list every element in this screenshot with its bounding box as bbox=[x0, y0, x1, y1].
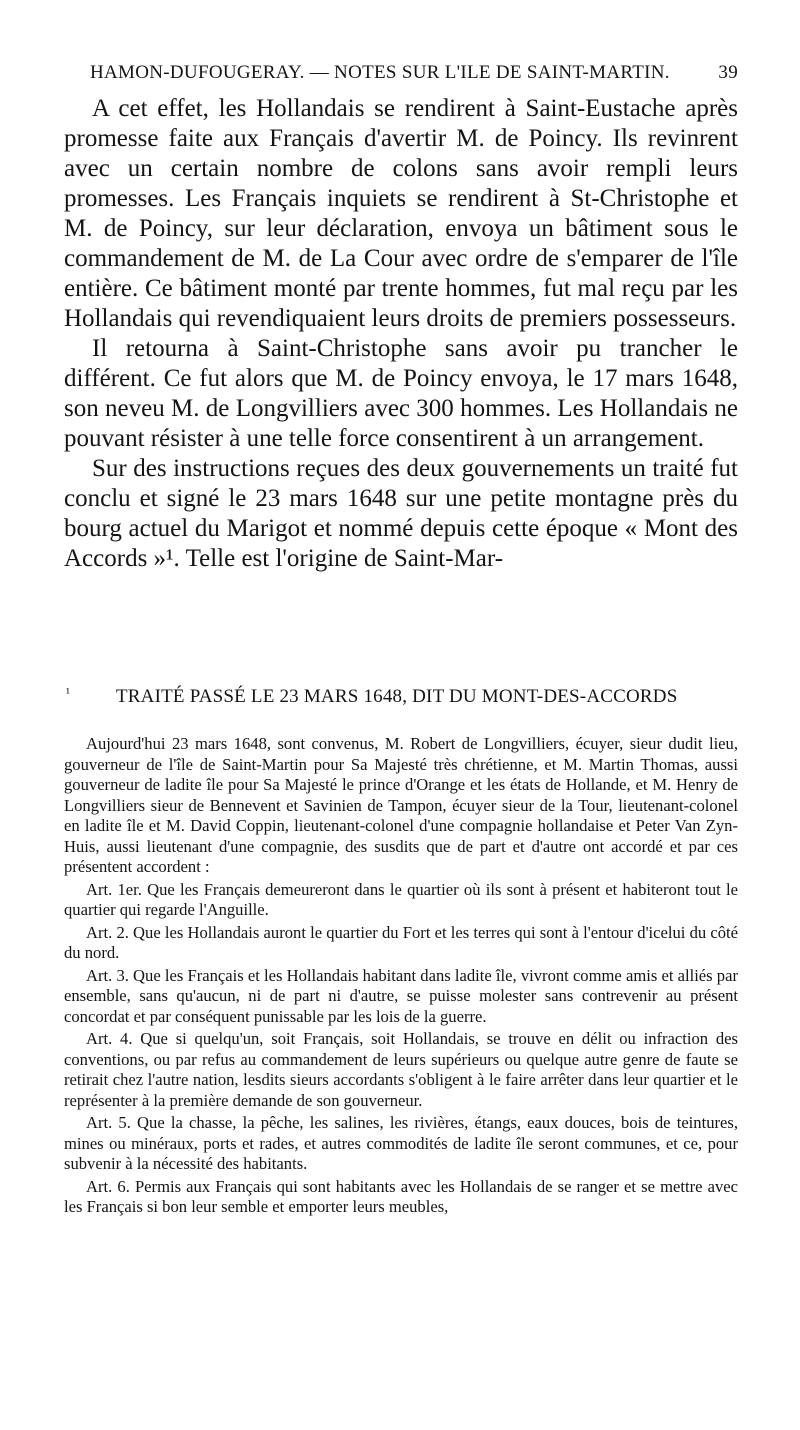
body-paragraph: Il retourna à Saint-Christophe sans avoir pu trancher le différent. Ce fut alors que M. de Poincy envoya, le 17 mars 1648, son neveu M. de Longvilliers avec 300 hommes. Les Hollandais ne pouvant résister à une telle force consentirent à un arrangement. bbox=[64, 335, 738, 452]
body-paragraph: Sur des instructions reçues des deux gouvernements un traité fut conclu et signé le 23 mars 1648 sur une petite montagne près du bourg actuel du Marigot et nommé depuis cette époque « Mont des Accords »¹. Telle est l'origine de Saint-Mar- bbox=[64, 455, 738, 572]
footnote-marker: ¹ bbox=[66, 685, 70, 700]
footnote-article: Art. 6. Permis aux Français qui sont habitants avec les Hollandais de se ranger et se mettre avec les Français si bon leur semble et emporter leurs meubles, bbox=[64, 1176, 738, 1216]
footnote-article: Art. 1er. Que les Français demeureront dans le quartier où ils sont à présent et habiteront tout le quartier qui regarde l'Anguille. bbox=[64, 879, 738, 919]
body-paragraph: A cet effet, les Hollandais se rendirent à Saint-Eustache après promesse faite aux Français d'avertir M. de Poincy. Ils revinrent avec un certain nombre de colons sans avoir rempli leurs promesses. Les Français inquiets se rendirent à St-Christophe et M. de Poincy, sur leur déclaration, envoya un bâtiment sous le commandement de M. de La Cour avec ordre de s'emparer de l'île entière. Ce bâtiment monté par trente hommes, fut mal reçu par les Hollandais qui revendiquaient leurs droits de premiers possesseurs. bbox=[64, 95, 738, 332]
footnote-heading-text: TRAITÉ PASSÉ LE 23 MARS 1648, DIT DU MONT-DES-ACCORDS bbox=[116, 686, 678, 707]
footnote-article: Art. 5. Que la chasse, la pêche, les salines, les rivières, étangs, eaux douces, bois de teintures, mines ou minéraux, ports et rades, et autres commodités de ladite île seront communes, et ce, pour subvenir à la nécessité des habitants. bbox=[64, 1113, 738, 1173]
footnote-paragraph: Aujourd'hui 23 mars 1648, sont convenus, M. Robert de Longvilliers, écuyer, sieur dudit lieu, gouverneur de l'île de Saint-Martin pour Sa Majesté très chrétienne, et M. Martin Thomas, aussi gouverneur de ladite île pour Sa Majesté le prince d'Orange et les états de Hollande, et M. Henry de Longvilliers sieur de Bennevent et Savinien de Tampon, écuyer sieur de la Tour, lieutenant-colonel en ladite île et M. David Coppin, lieutenant-colonel d'une compagnie hollandaise et Peter Van Zyn-Huis, aussi lieutenant d'une compagnie, des susdits que de part et d'autre ont accordé et par ces présentent accordent : bbox=[64, 734, 738, 876]
footnote-body bbox=[64, 734, 738, 1218]
footnote-article: Art. 3. Que les Français et les Hollandais habitant dans ladite île, vivront comme amis et alliés par ensemble, sans qu'aucun, ni de part ni d'autre, se puisse molester sans contrevenir au présent concordat et par conséquent punissable par les lois de la guerre. bbox=[64, 965, 738, 1026]
footnote-article: Art. 4. Que si quelqu'un, soit Français, soit Hollandais, se trouve en délit ou infraction des conventions, ou par refus au commandement de leurs supérieurs ou quelque autre genre de faute se retirait chez l'autre nation, lesdits sieurs accordants s'obligent à le faire arrêter dans leur quartier et le représenter à la première demande de son gouverneur. bbox=[64, 1029, 738, 1110]
running-head bbox=[62, 62, 738, 88]
running-head-title: HAMON-DUFOUGERAY. — NOTES SUR L'ILE DE SAINT-MARTIN. bbox=[90, 62, 670, 83]
footnote-article: Art. 2. Que les Hollandais auront le quartier du Fort et les terres qui sont à l'entour d'icelui du côté du nord. bbox=[64, 922, 738, 962]
main-text bbox=[64, 94, 738, 574]
page-number: 39 bbox=[718, 62, 738, 83]
